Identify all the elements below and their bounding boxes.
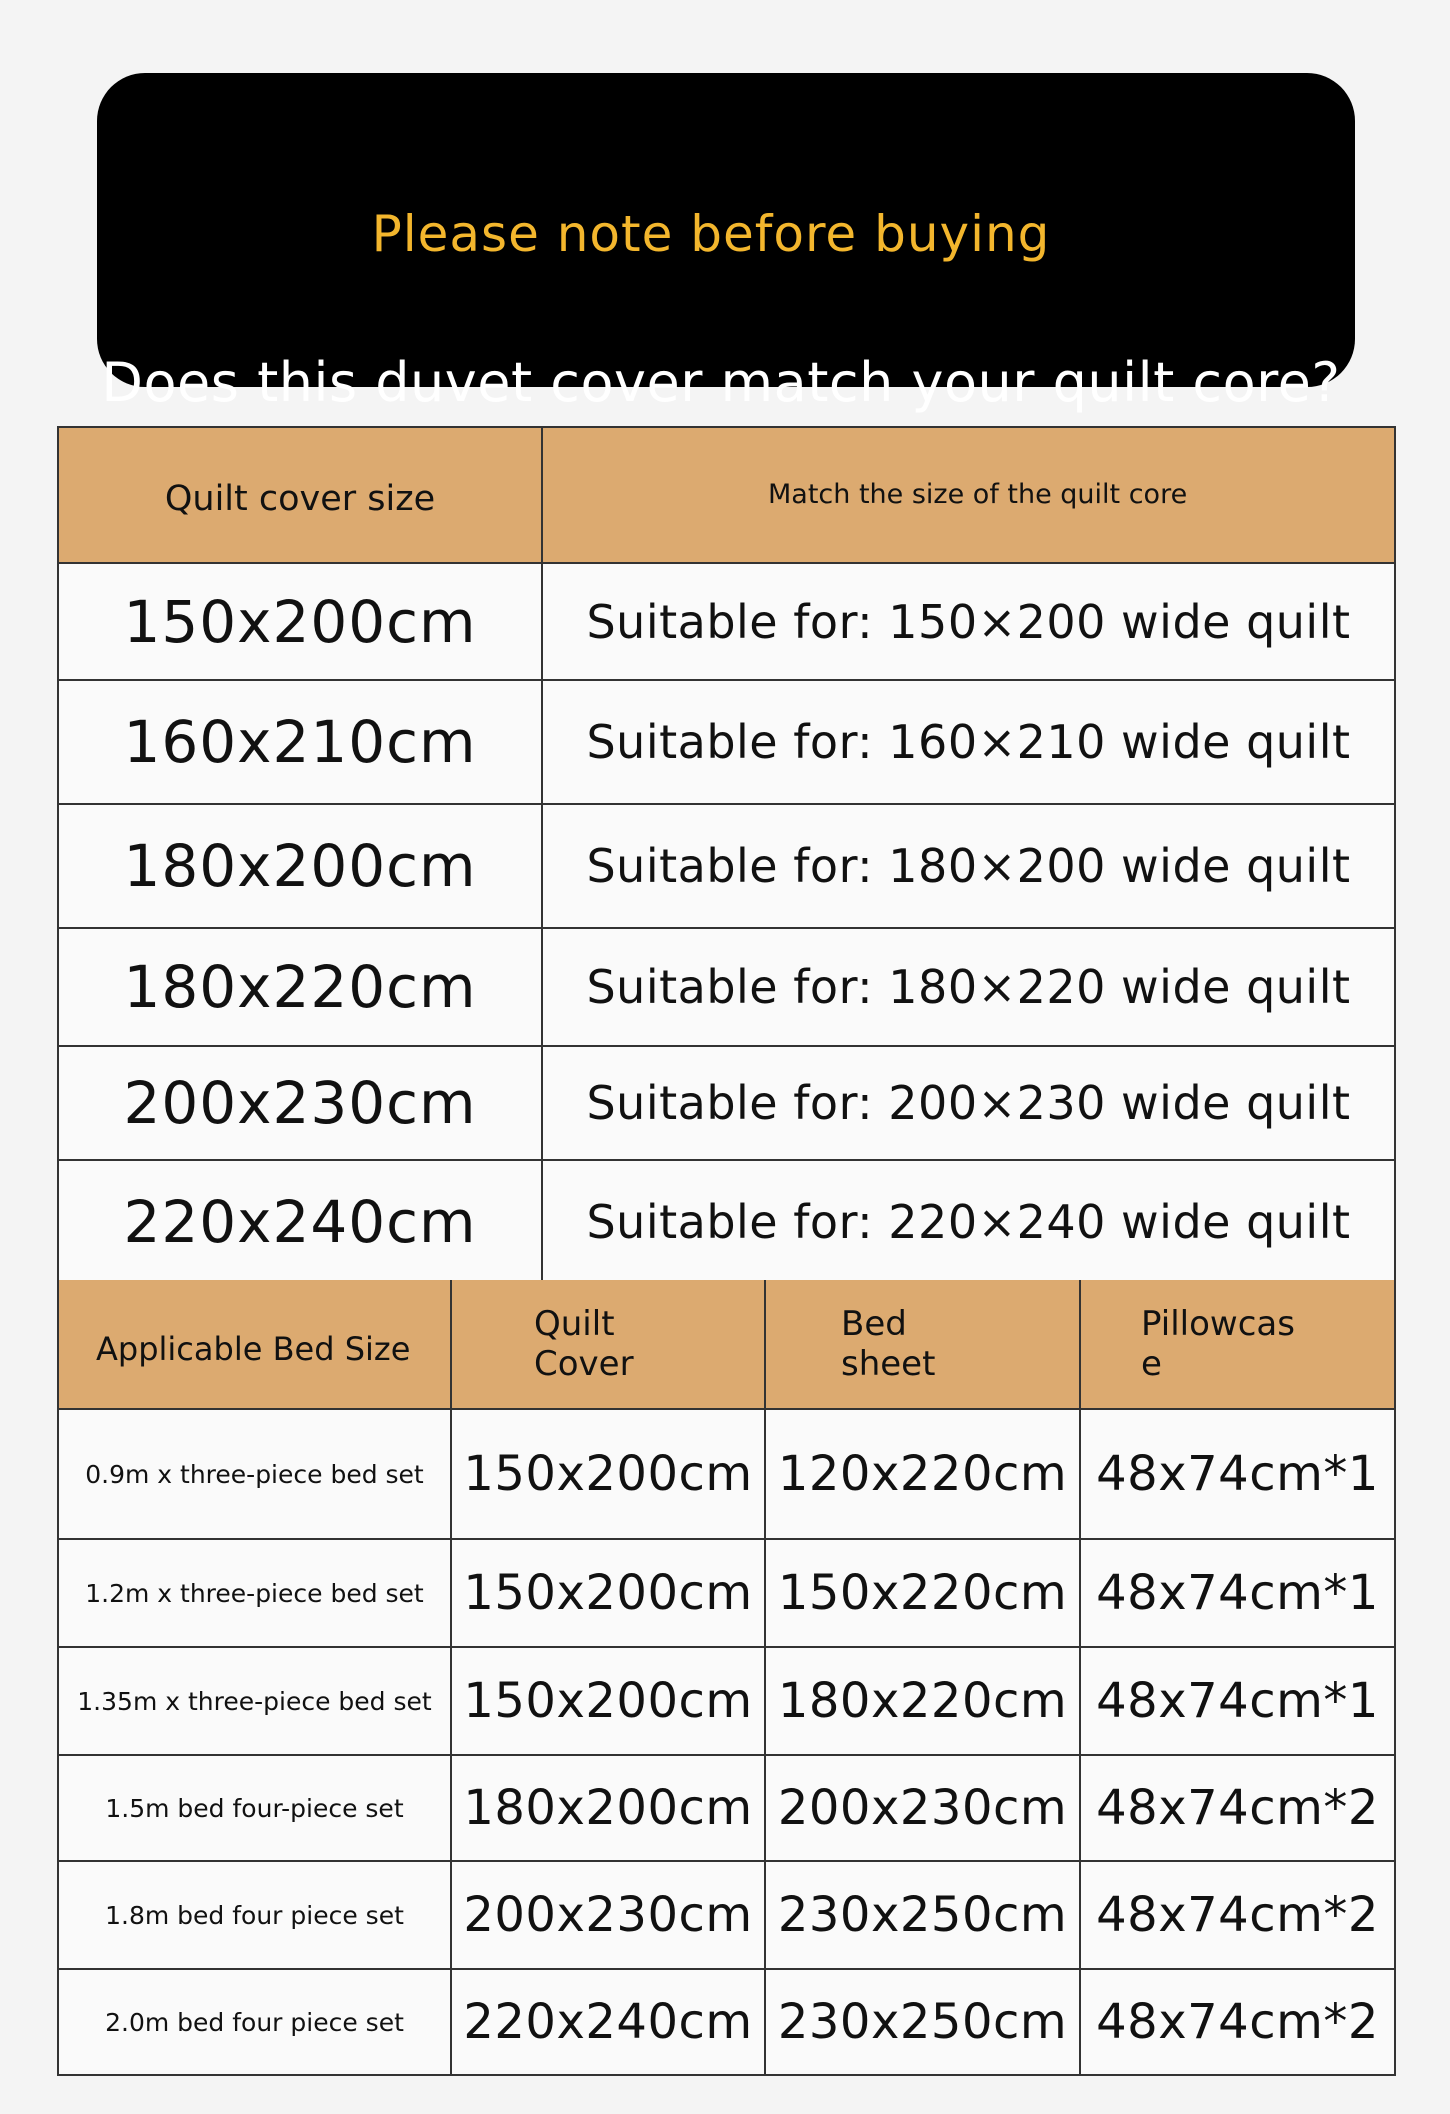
match-cell: Suitable for: 150×200 wide quilt [542, 563, 1395, 680]
bed-size-cell: 1.35m x three-piece bed set [58, 1647, 451, 1755]
match-cell: Suitable for: 220×240 wide quilt [542, 1160, 1395, 1284]
match-cell: Suitable for: 180×220 wide quilt [542, 928, 1395, 1046]
table-row [58, 1861, 1395, 1969]
bed-size-table [57, 1280, 1396, 2076]
bed-size-cell: 2.0m bed four piece set [58, 1969, 451, 2075]
table-row [58, 1539, 1395, 1647]
quilt-cover-cell: 220x240cm [451, 1969, 765, 2075]
notice-banner [97, 73, 1355, 414]
table-row [58, 1647, 1395, 1755]
table-row [58, 680, 1395, 804]
table-row [58, 928, 1395, 1046]
header-quilt-cover-size: Quilt cover size [58, 427, 542, 563]
quilt-cover-cell: 150x200cm [451, 1409, 765, 1539]
bed-sheet-cell: 120x220cm [765, 1409, 1080, 1539]
table-row [58, 1160, 1395, 1284]
bed-size-cell: 1.8m bed four piece set [58, 1861, 451, 1969]
quilt-size-cell: 150x200cm [58, 563, 542, 680]
pillowcase-cell: 48x74cm*1 [1080, 1539, 1395, 1647]
table-row [58, 1755, 1395, 1861]
quilt-cover-cell: 180x200cm [451, 1755, 765, 1861]
quilt-cover-cell: 200x230cm [451, 1861, 765, 1969]
table-row [58, 1046, 1395, 1160]
pillowcase-cell: 48x74cm*2 [1080, 1755, 1395, 1861]
pillowcase-cell: 48x74cm*2 [1080, 1861, 1395, 1969]
header-pillowcase: Pillowcase [1080, 1280, 1395, 1409]
table-header-row [58, 427, 1395, 563]
bed-size-cell: 1.2m x three-piece bed set [58, 1539, 451, 1647]
quilt-cover-cell: 150x200cm [451, 1539, 765, 1647]
bed-sheet-cell: 200x230cm [765, 1755, 1080, 1861]
bed-sheet-cell: 180x220cm [765, 1647, 1080, 1755]
table-row [58, 804, 1395, 928]
quilt-size-cell: 220x240cm [58, 1160, 542, 1284]
banner-title: Please note before buying [371, 205, 1051, 263]
pillowcase-cell: 48x74cm*1 [1080, 1409, 1395, 1539]
banner-question: Does this duvet cover match your quilt core? [101, 351, 1341, 414]
table-row [58, 563, 1395, 680]
quilt-size-cell: 180x220cm [58, 928, 542, 1046]
bed-sheet-cell: 230x250cm [765, 1969, 1080, 2075]
header-bed-sheet: Bed sheet [765, 1280, 1080, 1409]
header-bed-size: Applicable Bed Size [58, 1280, 451, 1409]
match-cell: Suitable for: 180×200 wide quilt [542, 804, 1395, 928]
table-header-row [58, 1280, 1395, 1409]
quilt-size-table [57, 426, 1396, 1285]
match-cell: Suitable for: 160×210 wide quilt [542, 680, 1395, 804]
pillowcase-cell: 48x74cm*2 [1080, 1969, 1395, 2075]
table-row [58, 1409, 1395, 1539]
bed-size-cell: 0.9m x three-piece bed set [58, 1409, 451, 1539]
table-row [58, 1969, 1395, 2075]
quilt-cover-cell: 150x200cm [451, 1647, 765, 1755]
header-quilt-cover: Quilt Cover [451, 1280, 765, 1409]
quilt-size-cell: 180x200cm [58, 804, 542, 928]
quilt-size-cell: 200x230cm [58, 1046, 542, 1160]
bed-sheet-cell: 150x220cm [765, 1539, 1080, 1647]
header-match-size: Match the size of the quilt core [542, 427, 1395, 563]
match-cell: Suitable for: 200×230 wide quilt [542, 1046, 1395, 1160]
bed-sheet-cell: 230x250cm [765, 1861, 1080, 1969]
quilt-size-cell: 160x210cm [58, 680, 542, 804]
bed-size-cell: 1.5m bed four-piece set [58, 1755, 451, 1861]
pillowcase-cell: 48x74cm*1 [1080, 1647, 1395, 1755]
